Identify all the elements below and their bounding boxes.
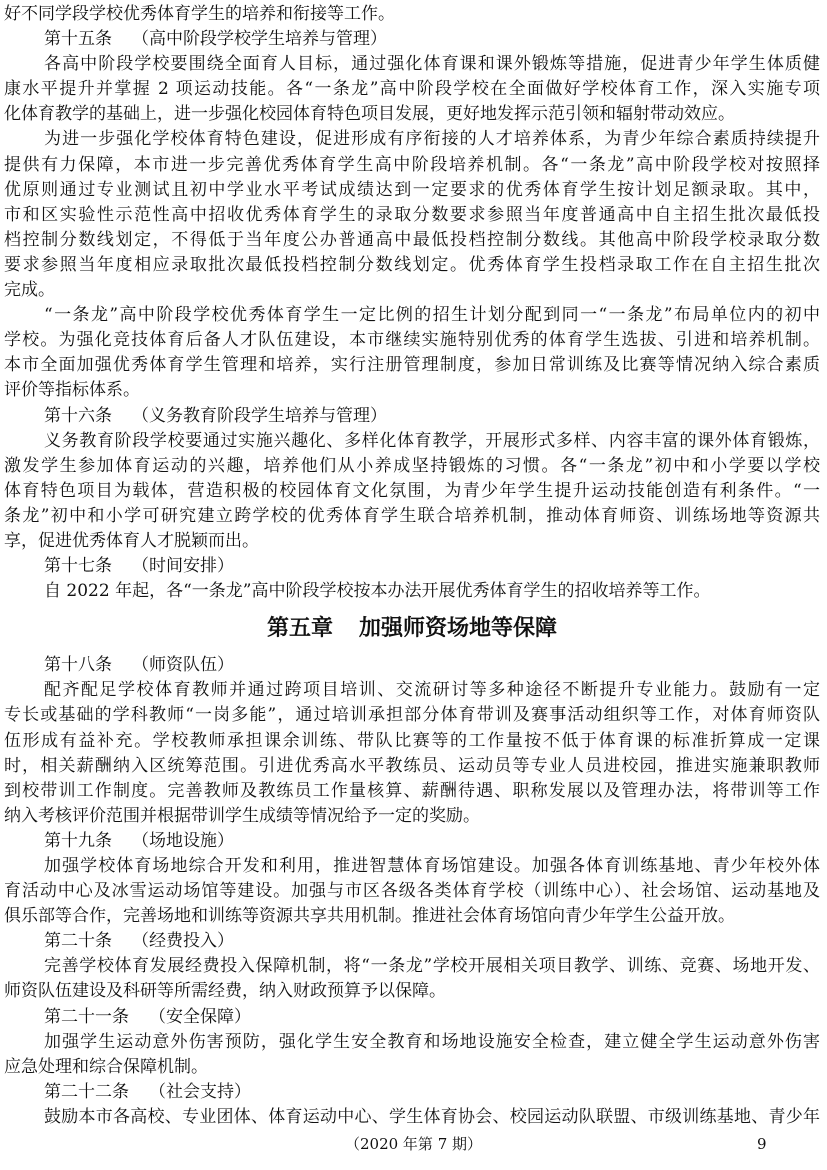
article-heading xyxy=(4,404,820,429)
text-line: 要求参照当年度相应录取批次最低投档控制分数线划定。优秀体育学生投档录取工作在自主招生批次 xyxy=(4,254,820,275)
text-line: 为进一步强化学校体育特色建设，促进形成有序衔接的人才培养体系，为青少年综合素质持续提升 xyxy=(44,129,820,150)
page-footer xyxy=(0,1134,827,1154)
text-line: 加强学校体育场地综合开发和利用，推进智慧体育场馆建设。加强各体育训练基地、青少年校外体 xyxy=(44,856,820,876)
text-line: 伍形成有益补充。学校教师承担课余训练、带队比赛等的工作量按不低于体育课的标准折算成一定课 xyxy=(4,730,820,751)
chapter-heading xyxy=(4,604,820,653)
page-number: 9 xyxy=(757,1135,767,1153)
text-line: 好不同学段学校优秀体育学生的培养和衔接等工作。 xyxy=(4,4,395,24)
article-title: （安全保障） xyxy=(149,1006,251,1027)
text-line: 应急处理和综合保障机制。 xyxy=(4,1056,208,1077)
text-line: 义务教育阶段学校要通过实施兴趣化、多样化体育教学，开展形式多样、内容丰富的课外体育锻炼， xyxy=(44,430,820,451)
article-heading xyxy=(4,1080,820,1105)
article-number: 第二十一条 xyxy=(44,1006,129,1027)
article-title: （社会支持） xyxy=(149,1081,251,1102)
article-number: 第二十二条 xyxy=(44,1081,129,1102)
paragraph xyxy=(4,1105,820,1130)
article-number: 第十八条 xyxy=(44,655,112,676)
article-title: （场地设施） xyxy=(132,830,234,851)
paragraph xyxy=(4,579,820,604)
article-heading xyxy=(4,1005,820,1030)
article-title: （义务教育阶段学生培养与管理） xyxy=(132,405,387,426)
paragraph xyxy=(4,854,820,929)
article-title: （师资队伍） xyxy=(132,655,234,676)
text-line: 育活动中心及冰雪运动场馆等建设。加强与市区各级各类体育学校（训练中心）、社会场馆、运动基地及 xyxy=(4,881,820,902)
paragraph xyxy=(4,52,820,127)
issue-label: （2020 年第 7 期） xyxy=(344,1135,483,1153)
text-line: 纳入考核评价范围并根据带训学生成绩等情况给予一定的奖励。 xyxy=(4,805,480,826)
text-line: 师资队伍建设及科研等所需经费，纳入财政预算予以保障。 xyxy=(4,981,446,1002)
text-line: 学校。为强化竞技体育后备人才队伍建设，本市继续实施特别优秀的体育学生选拔、引进和培养机制。 xyxy=(4,330,820,351)
paragraph xyxy=(4,303,820,403)
article-title: （时间安排） xyxy=(132,556,234,577)
text-line: 加强学生运动意外伤害预防，强化学生安全教育和场地设施安全检查，建立健全学生运动意外伤害 xyxy=(44,1031,820,1052)
document-body xyxy=(4,2,820,1130)
article-heading xyxy=(4,653,820,678)
paragraph xyxy=(4,678,820,829)
article-number: 第十六条 xyxy=(44,405,112,426)
paragraph xyxy=(4,954,820,1004)
text-line: 评价等指标体系。 xyxy=(4,380,140,401)
text-line: 自 2022 年起，各“一条龙”高中阶段学校按本办法开展优秀体育学生的招收培养等工作。 xyxy=(44,581,711,602)
chapter-number: 第五章 xyxy=(266,616,333,642)
article-title: （经费投入） xyxy=(132,931,234,952)
text-line: 激发学生参加体育运动的兴趣，培养他们从小养成坚持锻炼的习惯。各“一条龙”初中和小学要以学校 xyxy=(4,455,820,476)
text-line: “一条龙”高中阶段学校优秀体育学生一定比例的招生计划分配到同一“一条龙”布局单位内的初中 xyxy=(44,305,820,326)
paragraph xyxy=(4,2,820,27)
article-heading xyxy=(4,929,820,954)
text-line: 体育特色项目为载体，营造积极的校园体育文化氛围，为青少年学生提升运动技能创造有利条件。“一 xyxy=(4,480,820,501)
text-line: 档控制分数线划定，不得低于当年度公办普通高中最低投档控制分数线。其他高中阶段学校录取分数 xyxy=(4,229,820,250)
article-heading xyxy=(4,554,820,579)
article-number: 第二十条 xyxy=(44,931,112,952)
text-line: 鼓励本市各高校、专业团体、体育运动中心、学生体育协会、校园运动队联盟、市级训练基地、青少年 xyxy=(44,1106,820,1127)
text-line: 完成。 xyxy=(4,280,55,301)
text-line: 康水平提升并掌握 2 项运动技能。各“一条龙”高中阶段学校在全面做好学校体育工作，深入实施专项 xyxy=(4,79,820,100)
article-heading xyxy=(4,27,820,52)
article-number: 第十五条 xyxy=(44,29,112,50)
text-line: 俱乐部等合作，完善场地和训练等资源共享共用机制。推进社会体育场馆向青少年学生公益开放。 xyxy=(4,906,735,927)
paragraph xyxy=(4,1030,820,1080)
article-heading xyxy=(4,829,820,854)
paragraph xyxy=(4,429,820,554)
text-line: 专长或基础的学科教师“一岗多能”，通过培训承担部分体育带训及赛事活动组织等工作，对体育师资队 xyxy=(4,705,820,726)
article-title: （高中阶段学校学生培养与管理） xyxy=(132,29,387,50)
text-line: 享，促进优秀体育人才脱颖而出。 xyxy=(4,530,259,551)
text-line: 各高中阶段学校要围绕全面育人目标，通过强化体育课和课外锻炼等措施，促进青少年学生体质健 xyxy=(44,54,820,75)
text-line: 本市全面加强优秀体育学生管理和培养，实行注册管理制度，参加日常训练及比赛等情况纳入综合素质 xyxy=(4,355,820,376)
text-line: 提供有力保障，本市进一步完善优秀体育学生高中阶段培养机制。各“一条龙”高中阶段学校对按照择 xyxy=(4,154,820,175)
text-line: 条龙”初中和小学可研究建立跨学校的优秀体育学生联合培养机制，推动体育师资、训练场地等资源共 xyxy=(4,505,820,526)
text-line: 配齐配足学校体育教师并通过跨项目培训、交流研讨等多种途径不断提升专业能力。鼓励有一定 xyxy=(44,680,820,701)
chapter-title: 加强师资场地等保障 xyxy=(359,616,558,642)
text-line: 完善学校体育发展经费投入保障机制，将“一条龙”学校开展相关项目教学、训练、竞赛、场地开发、 xyxy=(44,956,820,977)
text-line: 优原则通过专业测试且初中学业水平考试成绩达到一定要求的优秀体育学生按计划足额录取。其中， xyxy=(4,179,820,200)
text-line: 到校带训工作制度。完善教师及教练员工作量核算、薪酬待遇、职称发展以及管理办法，将带训等工作 xyxy=(4,780,820,801)
paragraph xyxy=(4,127,820,303)
article-number: 第十七条 xyxy=(44,556,112,577)
text-line: 市和区实验性示范性高中招收优秀体育学生的录取分数要求参照当年度普通高中自主招生批次最低投 xyxy=(4,204,820,225)
text-line: 化体育教学的基础上，进一步强化校园体育特色项目发展，更好地发挥示范引领和辐射带动效应。 xyxy=(4,104,735,125)
article-number: 第十九条 xyxy=(44,830,112,851)
text-line: 时，相关薪酬纳入区统筹范围。引进优秀高水平教练员、运动员等专业人员进校园，推进实施兼职教师 xyxy=(4,755,820,776)
